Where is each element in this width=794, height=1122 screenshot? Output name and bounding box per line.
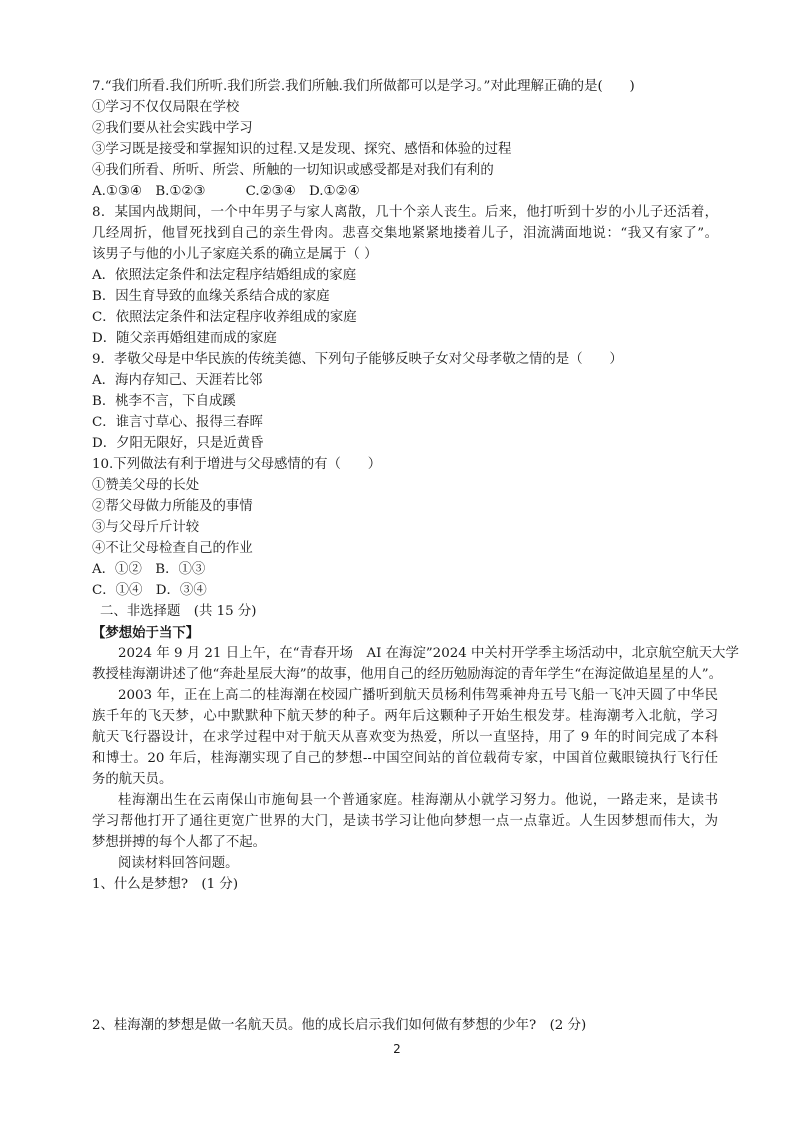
q8-option-a: A．依照法定条件和法定程序结婚组成的家庭	[92, 268, 357, 283]
q10-options-row-1: A．①② B．①③	[92, 562, 206, 577]
para2-line-1: 2003 年，正在上高二的桂海潮在校园广播听到航天员杨利伟驾乘神舟五号飞船一飞冲天圆了中华民	[118, 688, 718, 703]
q9-option-d: D．夕阳无限好，只是近黄昏	[92, 436, 264, 451]
para2-line-5: 务的航天员。	[92, 772, 173, 787]
para1-line-1: 2024 年 9 月 21 日上午，在“青春开场 AI 在海淀”2024 中关村开学季主场活动中，北京航空航天大学	[118, 646, 739, 661]
q8-option-d: D．随父亲再婚组建而成的家庭	[92, 331, 277, 346]
q9-option-a: A．海内存知己、天涯若比邻	[92, 373, 263, 388]
q10-item-2: ②帮父母做力所能及的事情	[92, 499, 253, 514]
reading-instruction: 阅读材料回答问题。	[118, 856, 239, 871]
sub-question-2: 2、桂海潮的梦想是做一名航天员。他的成长启示我们如何做有梦想的少年? (2 分)	[92, 1018, 587, 1033]
q10-item-3: ③与父母斤斤计较	[92, 520, 200, 535]
q7-options: A.①③④ B.①②③ C.②③④ D.①②④	[92, 184, 360, 199]
q10-item-1: ①赞美父母的长处	[92, 478, 200, 493]
para2-line-4: 和博士。20 年后，桂海潮实现了自己的梦想--中国空间站的首位载荷专家，中国首位戴眼镜执行飞行任	[92, 751, 718, 766]
q9-stem: 9．孝敬父母是中华民族的传统美德、下列句子能够反映子女对父母孝敬之情的是（ ）	[92, 352, 623, 367]
para3-line-1: 桂海潮出生在云南保山市施甸县一个普通家庭。桂海潮从小就学习努力。他说，一路走来，是读书	[118, 793, 718, 808]
q9-option-c: C．谁言寸草心、报得三春晖	[92, 415, 263, 430]
q8-option-b: B．因生育导致的血缘关系结合成的家庭	[92, 289, 330, 304]
q8-stem-line-2: 几经周折，他冒死找到自己的亲生骨肉。悲喜交集地紧紧地搂着儿子，泪流满面地说：“我又有家了”。	[92, 226, 718, 241]
q8-stem-line-1: 8．某国内战期间，一个中年男子与家人离散，几十个亲人丧生。后来，他打听到十岁的小儿子还活着，	[92, 205, 718, 220]
q10-stem: 10.下列做法有利于增进与父母感情的有（ ）	[92, 457, 382, 472]
para3-line-3: 梦想拼搏的每个人都了不起。	[92, 835, 267, 850]
q8-stem-line-3: 该男子与他的小儿子家庭关系的确立是属于（ ）	[92, 247, 378, 262]
material-title: 【梦想始于当下】	[92, 625, 200, 641]
q8-option-c: C．依照法定条件和法定程序收养组成的家庭	[92, 310, 357, 325]
q10-item-4: ④不让父母检查自己的作业	[92, 541, 253, 556]
q7-item-3: ③学习既是接受和掌握知识的过程.又是发现、探究、感悟和体验的过程	[92, 142, 512, 157]
sub-question-1: 1、什么是梦想? (1 分)	[92, 877, 239, 892]
para2-line-3: 航天飞行器设计，在求学过程中对于航天从喜欢变为热爱，所以一直坚持，用了 9 年的时间完成了本科	[92, 730, 718, 745]
q7-item-2: ②我们要从社会实践中学习	[92, 121, 253, 136]
para2-line-2: 族千年的飞天梦，心中默默种下航天梦的种子。两年后这颗种子开始生根发芽。桂海潮考入北航，学习	[92, 709, 718, 724]
q7-item-1: ①学习不仅仅局限在学校	[92, 100, 240, 115]
para1-line-2: 教授桂海潮讲述了他“奔赴星辰大海”的故事，他用自己的经历勉励海淀的青年学生“在海淀做追星星的人”。	[92, 667, 722, 682]
para3-line-2: 学习帮他打开了通往更宽广世界的大门，是读书学习让他向梦想一点一点靠近。人生因梦想而伟大，为	[92, 814, 718, 829]
q7-item-4: ④我们所看、所听、所尝、所触的一切知识或感受都是对我们有利的	[92, 163, 494, 178]
q7-stem: 7.“我们所看.我们所听.我们所尝.我们所触.我们所做都可以是学习。”对此理解正确的是( )	[92, 79, 635, 94]
page-number: 2	[393, 1042, 401, 1056]
section-heading: 二、非选择题 (共 15 分)	[100, 604, 257, 619]
q9-option-b: B．桃李不言，下自成蹊	[92, 394, 236, 409]
q10-options-row-2: C．①④ D．③④	[92, 583, 207, 598]
